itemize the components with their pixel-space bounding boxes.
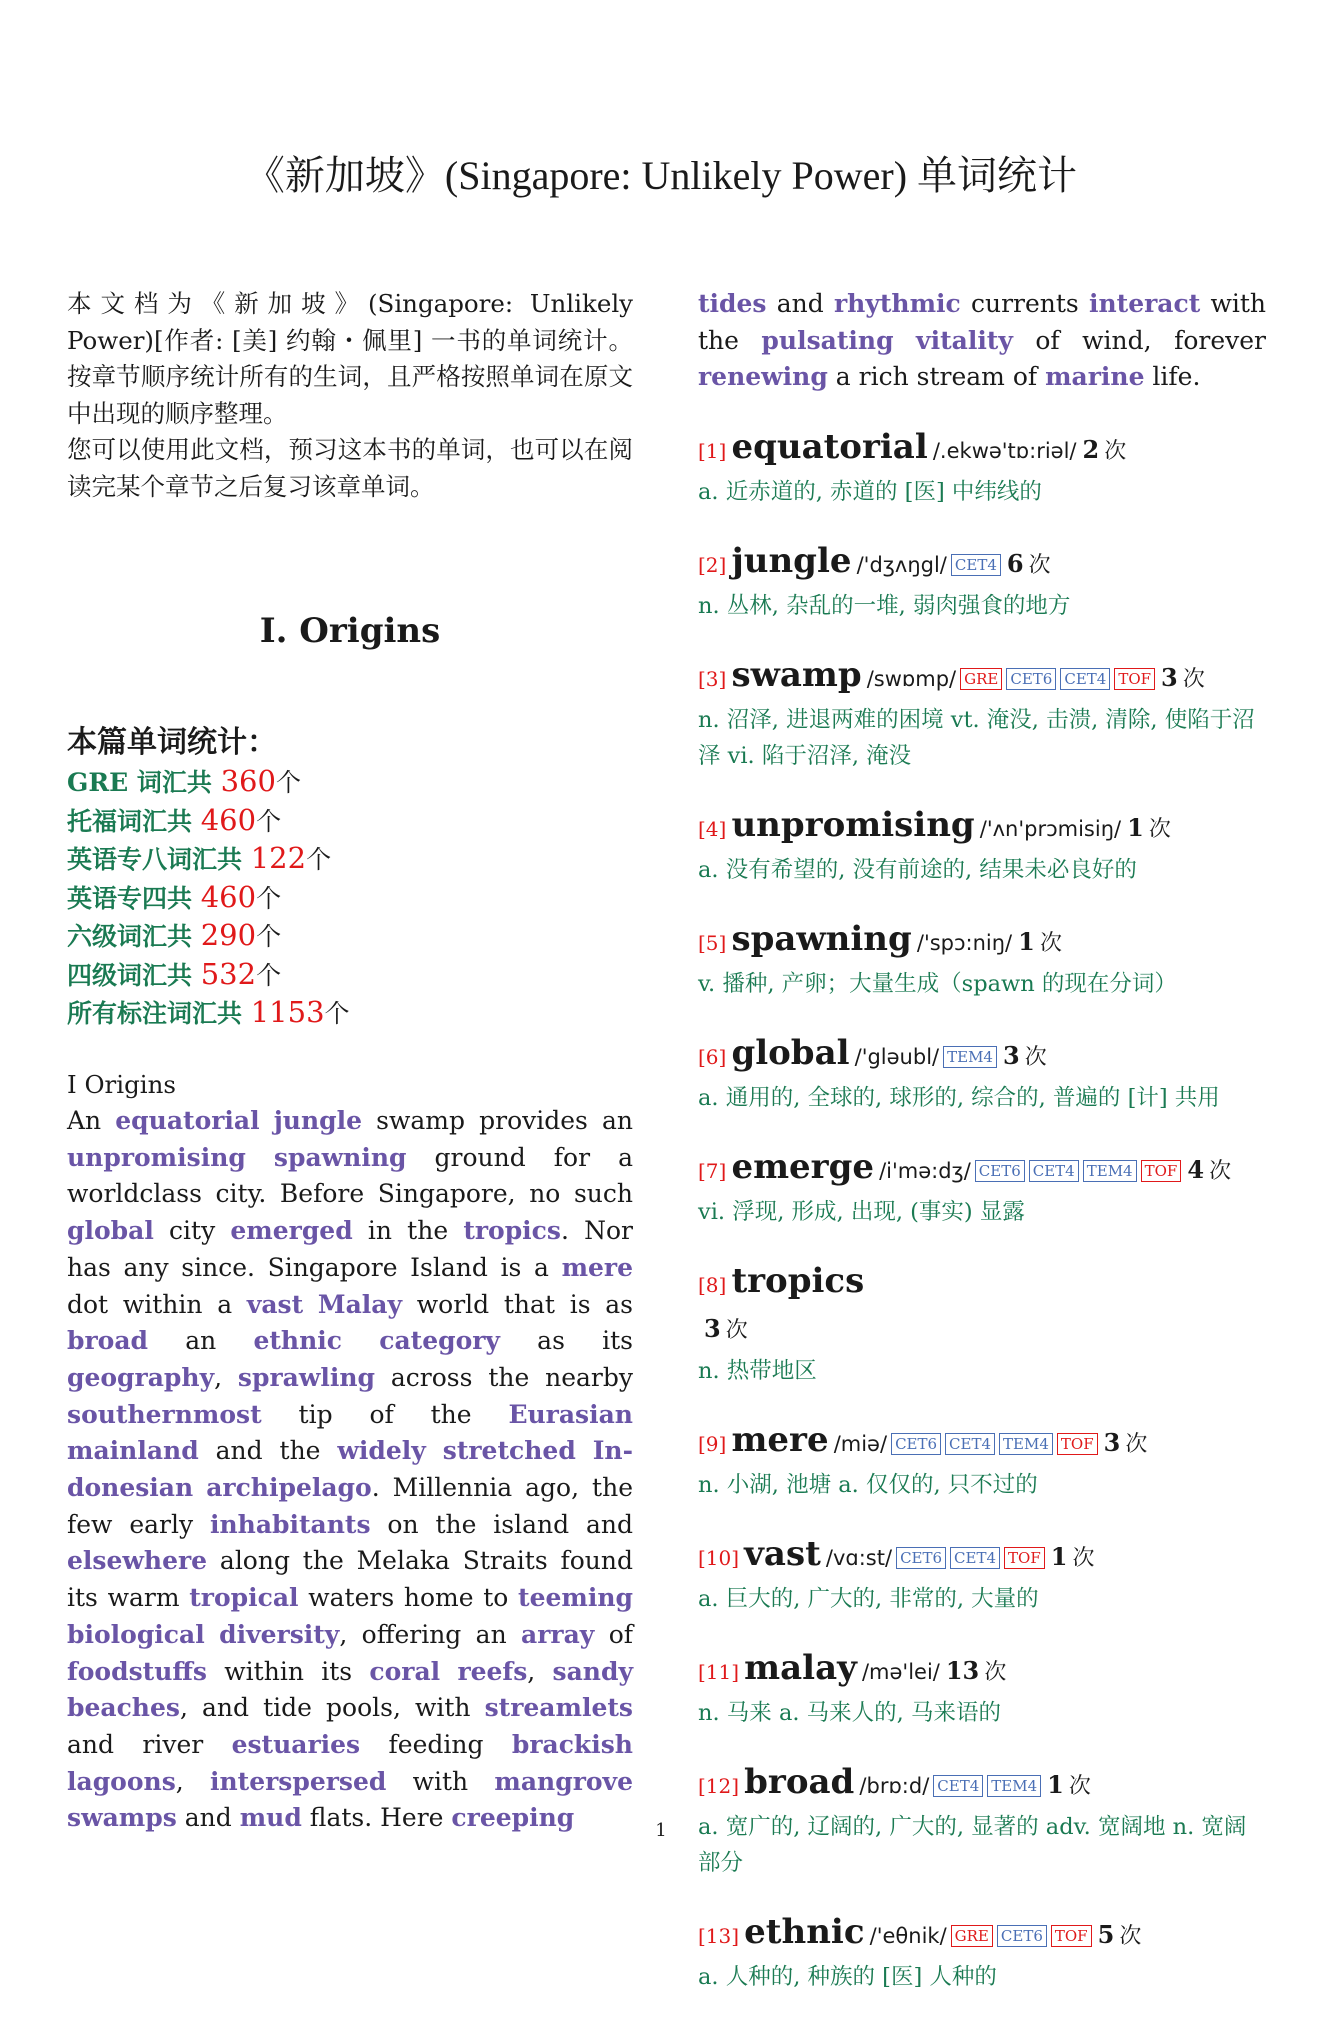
highlighted-word: beaches <box>67 1693 180 1723</box>
entry-index: [10] <box>698 1546 740 1571</box>
stat-label: 英语专四共 <box>67 883 201 913</box>
entry-count: 1 <box>1050 1542 1068 1572</box>
entry-index: [9] <box>698 1432 727 1457</box>
entry-definition: vi. 浮现, 形成, 出现, (事实) 显露 <box>698 1199 1025 1226</box>
stat-row <box>67 917 633 956</box>
passage-text: ground for a worldclass city. Before Singapore, no such <box>67 1142 633 1209</box>
passage-text: in the <box>352 1216 464 1246</box>
highlighted-word: unpromising <box>67 1142 246 1172</box>
entry-index: [6] <box>698 1045 727 1070</box>
entry-head <box>698 804 1266 852</box>
vocab-entry <box>698 1260 1266 1389</box>
entry-count: 5 <box>1097 1920 1115 1950</box>
entry-definition: a. 宽广的, 辽阔的, 广大的, 显著的 adv. 宽阔地 n. 宽阔部分 <box>698 1814 1247 1877</box>
highlighted-word: southernmost <box>67 1399 262 1429</box>
highlighted-word: rhythmic <box>833 289 961 318</box>
passage-text <box>576 1436 593 1465</box>
count-unit: 次 <box>1072 1546 1095 1572</box>
entry-phonetic: /i'mə:dʒ/ <box>879 1159 971 1184</box>
highlighted-word: estuaries <box>231 1729 361 1759</box>
passage-text: flats. Here <box>301 1803 452 1833</box>
highlighted-word: brackish <box>511 1729 633 1759</box>
highlighted-word: ethnic <box>253 1326 342 1356</box>
highlighted-word: spawning <box>273 1142 407 1172</box>
entry-word: equatorial <box>731 427 928 468</box>
entry-definition: a. 巨大的, 广大的, 非常的, 大量的 <box>698 1586 1039 1613</box>
passage-text <box>440 1657 457 1686</box>
passage-text <box>193 1473 206 1502</box>
entry-definition: a. 没有希望的, 没有前途的, 结果未必良好的 <box>698 857 1137 884</box>
passage-text: life. <box>1144 362 1201 392</box>
stat-unit: 个 <box>275 768 301 797</box>
entry-index: [4] <box>698 817 727 842</box>
entry-head <box>698 1419 1266 1467</box>
entry-phonetic: /'dʒʌŋgl/ <box>856 553 947 578</box>
passage-text <box>342 1326 379 1355</box>
vocab-entry <box>698 804 1266 888</box>
count-unit: 次 <box>1024 1045 1047 1071</box>
entry-word: swamp <box>731 655 862 696</box>
entry-word: tropics <box>731 1261 865 1302</box>
vocab-entries <box>698 426 1266 1995</box>
entry-head <box>698 1911 1266 1959</box>
passage-text: of <box>594 1619 633 1649</box>
entry-count-line <box>698 1308 1266 1353</box>
entry-head <box>698 1533 1266 1581</box>
level-tag: CET4 <box>951 554 1001 576</box>
level-tag: TEM4 <box>999 1433 1053 1455</box>
stat-label: 托福词汇共 <box>67 806 201 836</box>
entry-index: [11] <box>698 1660 740 1685</box>
passage-text: a rich stream of <box>827 362 1046 392</box>
entry-head <box>698 426 1266 474</box>
count-unit: 次 <box>725 1318 748 1344</box>
entry-phonetic: /vɑ:st/ <box>825 1546 893 1571</box>
stat-label: 英语专八词汇共 <box>67 845 251 874</box>
entry-definition: n. 小湖, 池塘 a. 仅仅的, 只不过的 <box>698 1472 1038 1499</box>
stat-row <box>67 956 633 995</box>
entry-word: emerge <box>731 1147 874 1188</box>
stat-unit: 个 <box>256 960 282 990</box>
highlighted-word: tides <box>698 289 767 318</box>
entry-word: ethnic <box>744 1912 865 1953</box>
highlighted-word: vitality <box>916 325 1013 355</box>
count-unit: 次 <box>1119 1924 1142 1950</box>
level-tag: CET4 <box>933 1775 983 1797</box>
entry-definition: n. 丛林, 杂乱的一堆, 弱肉强食的地方 <box>698 593 1071 620</box>
passage-text: feeding <box>360 1729 512 1759</box>
entry-count: 6 <box>1006 549 1024 579</box>
vocab-entry <box>698 1533 1266 1617</box>
entry-count: 1 <box>1127 813 1144 843</box>
passage-right <box>698 286 1266 396</box>
highlighted-word: mangrove <box>494 1766 633 1796</box>
passage-text: , <box>214 1362 238 1392</box>
passage-text: and river <box>67 1729 232 1759</box>
highlighted-word: global <box>67 1216 154 1246</box>
highlighted-word: reefs <box>457 1656 528 1686</box>
count-unit: 次 <box>1148 817 1171 843</box>
count-unit: 次 <box>1028 553 1051 579</box>
level-tag: TOF <box>1051 1925 1092 1947</box>
entry-head <box>698 918 1266 966</box>
page-number: 1 <box>655 1820 667 1841</box>
vocab-entry <box>698 1419 1266 1503</box>
highlighted-word: archipelago <box>206 1473 372 1503</box>
passage-text: an <box>148 1326 254 1356</box>
highlighted-word: biological <box>67 1619 205 1649</box>
passage-text: , and tide pools, with <box>179 1693 485 1723</box>
stat-label: 所有标注词汇共 <box>67 999 251 1028</box>
stat-row <box>67 763 633 802</box>
entry-count: 3 <box>1103 1428 1121 1458</box>
stat-label: 六级词汇共 <box>67 922 201 951</box>
highlighted-word: coral <box>369 1656 441 1686</box>
highlighted-word: widely <box>337 1436 426 1466</box>
highlighted-word: tropics <box>463 1216 561 1246</box>
entry-index: [1] <box>698 439 727 464</box>
passage-text: An <box>67 1106 116 1135</box>
passage-text <box>205 1620 219 1649</box>
entry-count: 2 <box>1082 435 1100 465</box>
entry-word: broad <box>744 1762 855 1803</box>
entry-phonetic: /mə'lei/ <box>861 1660 940 1685</box>
level-tag: TEM4 <box>987 1775 1041 1797</box>
vocab-entry <box>698 654 1266 774</box>
passage-text: . Millennia ago, the few early <box>67 1473 634 1539</box>
level-tag: GRE <box>951 1925 993 1947</box>
highlighted-word: inhabitants <box>209 1509 371 1539</box>
passage-text: on the island and <box>370 1509 633 1539</box>
entry-word: spawning <box>731 919 912 960</box>
intro <box>67 286 633 505</box>
highlighted-word: broad <box>67 1326 149 1356</box>
entry-definition: n. 马来 a. 马来人的, 马来语的 <box>698 1700 1001 1727</box>
highlighted-word: equatorial <box>115 1106 260 1135</box>
chapter-label: I Origins <box>67 1069 176 1099</box>
count-unit: 次 <box>1104 439 1127 465</box>
intro-paragraph-1: 本文档为《新加坡》(Singapore: Unlikely Power)[作者: [美] 约翰・佩里] 一书的单词统计。按章节顺序统计所有的生词，且严格按照单词在原文中出现的顺序整理。 <box>67 289 633 428</box>
highlighted-word: foodstuffs <box>67 1656 207 1686</box>
highlighted-word: emerged <box>230 1216 353 1246</box>
highlighted-word: Malay <box>317 1289 403 1319</box>
count-unit: 次 <box>1209 1159 1232 1185</box>
entry-index: [5] <box>698 931 727 956</box>
entry-definition: n. 热带地区 <box>698 1358 817 1385</box>
entry-index: [8] <box>698 1273 727 1298</box>
entry-count: 4 <box>1187 1155 1205 1185</box>
highlighted-word: sandy <box>552 1656 633 1686</box>
highlighted-word: sprawling <box>237 1362 376 1392</box>
count-unit: 次 <box>1068 1774 1091 1800</box>
stats-list <box>67 763 633 1033</box>
passage-text: dot within a <box>67 1289 247 1319</box>
entry-index: [12] <box>698 1774 740 1799</box>
highlighted-word: mud <box>239 1803 302 1833</box>
highlighted-word: diversity <box>219 1619 340 1649</box>
highlighted-word: tropical <box>189 1583 299 1613</box>
entry-definition: n. 沼泽, 进退两难的困境 vt. 淹没, 击溃, 清除, 使陷于沼泽 vi. 陷于沼泽, 淹没 <box>698 707 1255 770</box>
entry-count: 3 <box>704 1314 721 1344</box>
highlighted-word: geography <box>67 1362 215 1392</box>
stat-count: 460 <box>200 879 257 914</box>
entry-word: unpromising <box>731 805 975 846</box>
entry-index: [7] <box>698 1159 727 1184</box>
entry-word: mere <box>731 1420 829 1461</box>
entry-word: global <box>731 1033 850 1074</box>
level-tag: TOF <box>1004 1547 1045 1569</box>
highlighted-word: jungle <box>273 1106 363 1135</box>
stat-count: 122 <box>250 841 307 875</box>
passage-text: , <box>527 1656 553 1686</box>
highlighted-word: mere <box>561 1252 633 1282</box>
stat-unit: 个 <box>324 999 350 1028</box>
entry-index: [13] <box>698 1924 740 1949</box>
passage-text: city <box>153 1216 231 1246</box>
level-tag: CET6 <box>891 1433 941 1455</box>
vocab-entry <box>698 540 1266 624</box>
vocab-entry <box>698 426 1266 510</box>
entry-index: [3] <box>698 667 727 692</box>
stat-row <box>67 879 633 918</box>
count-unit: 次 <box>1039 931 1062 957</box>
vocab-entry <box>698 1032 1266 1116</box>
intro-paragraph-2: 您可以使用此文档，预习这本书的单词，也可以在阅读完某个章节之后复习该章单词。 <box>67 435 633 501</box>
entry-head <box>698 654 1266 702</box>
level-tag: CET4 <box>1060 668 1110 690</box>
entry-phonetic: /'gləubl/ <box>854 1045 940 1070</box>
level-tag: CET4 <box>945 1433 995 1455</box>
left-column <box>67 286 633 1837</box>
level-tag: TOF <box>1114 668 1155 690</box>
passage-text: currents <box>960 289 1089 318</box>
highlighted-word: renewing <box>698 362 828 392</box>
entry-definition: a. 近赤道的, 赤道的 [医] 中纬线的 <box>698 479 1042 506</box>
level-tag: CET6 <box>896 1547 946 1569</box>
entry-phonetic: /swɒmp/ <box>866 667 957 692</box>
document-title: 《新加坡》(Singapore: Unlikely Power) 单词统计 <box>244 153 1078 198</box>
entry-word: jungle <box>731 541 852 582</box>
highlighted-word: Indonesian <box>67 1436 633 1503</box>
stat-unit: 个 <box>256 922 282 951</box>
passage-text: swamp provides an <box>362 1106 633 1135</box>
section-heading: I. Origins <box>259 611 441 651</box>
level-tag: TOF <box>1057 1433 1098 1455</box>
passage-text: with <box>386 1766 495 1796</box>
passage-text: world that is as <box>402 1289 633 1319</box>
entry-count: 3 <box>1002 1041 1020 1071</box>
level-tag: CET6 <box>997 1925 1047 1947</box>
stat-count: 290 <box>200 918 257 952</box>
entry-phonetic: /.ekwə'tɒ:riəl/ <box>932 439 1077 464</box>
entry-count: 3 <box>1161 663 1178 693</box>
highlighted-word: swamps <box>67 1803 177 1833</box>
count-unit: 次 <box>1125 1432 1148 1458</box>
vocab-entry <box>698 918 1266 1002</box>
right-column <box>698 286 1266 2025</box>
passage-text <box>246 1143 274 1172</box>
highlighted-word: mainland <box>67 1436 199 1466</box>
highlighted-word: array <box>521 1619 595 1649</box>
passage-left <box>67 1103 633 1837</box>
entry-word: vast <box>744 1534 821 1575</box>
count-unit: 次 <box>984 1660 1007 1686</box>
highlighted-word: marine <box>1045 362 1145 392</box>
highlighted-word: vast <box>246 1289 304 1319</box>
highlighted-word: streamlets <box>484 1693 633 1723</box>
entry-count: 13 <box>945 1656 980 1686</box>
passage-text: of wind, forever <box>1012 325 1266 355</box>
entry-phonetic: /'spɔ:niŋ/ <box>916 931 1013 956</box>
highlighted-word: Eurasian <box>508 1399 633 1429</box>
highlighted-word: creeping <box>451 1803 575 1833</box>
passage-text: and <box>766 289 834 318</box>
entry-head <box>698 1647 1266 1695</box>
passage-text: waters home to <box>298 1583 519 1613</box>
passage-text: along the Melaka Straits found its warm <box>67 1546 633 1613</box>
vocab-entry <box>698 1146 1266 1230</box>
highlighted-word: stretched <box>442 1436 576 1466</box>
entry-phonetic: /'eθnik/ <box>869 1924 947 1949</box>
stat-count: 360 <box>220 764 276 798</box>
level-tag: CET6 <box>1006 668 1056 690</box>
level-tag: TEM4 <box>1083 1160 1137 1182</box>
stat-unit: 个 <box>256 883 282 913</box>
passage-text <box>426 1436 443 1465</box>
passage-text: tip of the <box>261 1399 509 1429</box>
level-tag: TEM4 <box>943 1046 997 1068</box>
entry-count: 1 <box>1047 1770 1064 1800</box>
stat-label: GRE 词汇共 <box>67 768 221 797</box>
level-tag: TOF <box>1141 1160 1182 1182</box>
stat-row <box>67 802 633 841</box>
stat-row <box>67 840 633 879</box>
passage-text: with the <box>698 289 1267 355</box>
entry-definition: a. 人种的, 种族的 [医] 人种的 <box>698 1964 997 1991</box>
passage-text: , <box>175 1766 210 1796</box>
highlighted-word: category <box>379 1326 500 1356</box>
entry-head <box>698 1761 1266 1809</box>
passage-text: and the <box>198 1436 338 1466</box>
passage-text: within its <box>206 1656 370 1686</box>
entry-phonetic: /brɒ:d/ <box>859 1774 930 1799</box>
passage-text <box>894 326 916 355</box>
passage-text: as its <box>499 1326 633 1356</box>
entry-definition: a. 通用的, 全球的, 球形的, 综合的, 普遍的 [计] 共用 <box>698 1085 1220 1112</box>
entry-head <box>698 1146 1266 1194</box>
stats-title: 本篇单词统计： <box>67 725 277 760</box>
highlighted-word: lagoons <box>67 1766 176 1796</box>
vocab-entry <box>698 1647 1266 1731</box>
entry-index: [2] <box>698 553 727 578</box>
passage-text: and <box>176 1803 240 1833</box>
highlighted-word: teeming <box>518 1583 633 1613</box>
passage-text: across the nearby <box>375 1362 633 1392</box>
stat-count: 460 <box>200 802 257 837</box>
entry-word: malay <box>744 1648 857 1689</box>
highlighted-word: interact <box>1088 289 1201 318</box>
entry-head <box>698 540 1266 588</box>
entry-phonetic: /miə/ <box>833 1432 888 1457</box>
level-tag: CET4 <box>950 1547 1000 1569</box>
entry-definition: v. 播种, 产卵；大量生成（spawn 的现在分词） <box>698 971 1177 998</box>
stat-count: 532 <box>200 956 257 991</box>
entry-count: 1 <box>1018 927 1035 957</box>
stat-unit: 个 <box>306 845 332 874</box>
level-tag: GRE <box>960 668 1002 690</box>
level-tag: CET4 <box>1029 1160 1079 1182</box>
stat-count: 1153 <box>250 995 325 1029</box>
entry-head <box>698 1260 1266 1308</box>
highlighted-word: pulsating <box>761 325 894 355</box>
stat-label: 四级词汇共 <box>67 960 201 990</box>
passage-text <box>303 1290 318 1319</box>
passage-text: , offering an <box>339 1619 522 1649</box>
entry-head <box>698 1032 1266 1080</box>
stat-unit: 个 <box>256 806 282 836</box>
count-unit: 次 <box>1182 667 1205 693</box>
level-tag: CET6 <box>975 1160 1025 1182</box>
passage-text <box>260 1106 274 1135</box>
passage-text: . Nor has any since. Singapore Island is a <box>67 1216 633 1282</box>
entry-phonetic: /'ʌn'prɔmisiŋ/ <box>979 817 1122 842</box>
highlighted-word: interspersed <box>209 1766 387 1796</box>
vocab-entry <box>698 1911 1266 1995</box>
highlighted-word: elsewhere <box>67 1546 208 1576</box>
stat-row <box>67 994 633 1033</box>
